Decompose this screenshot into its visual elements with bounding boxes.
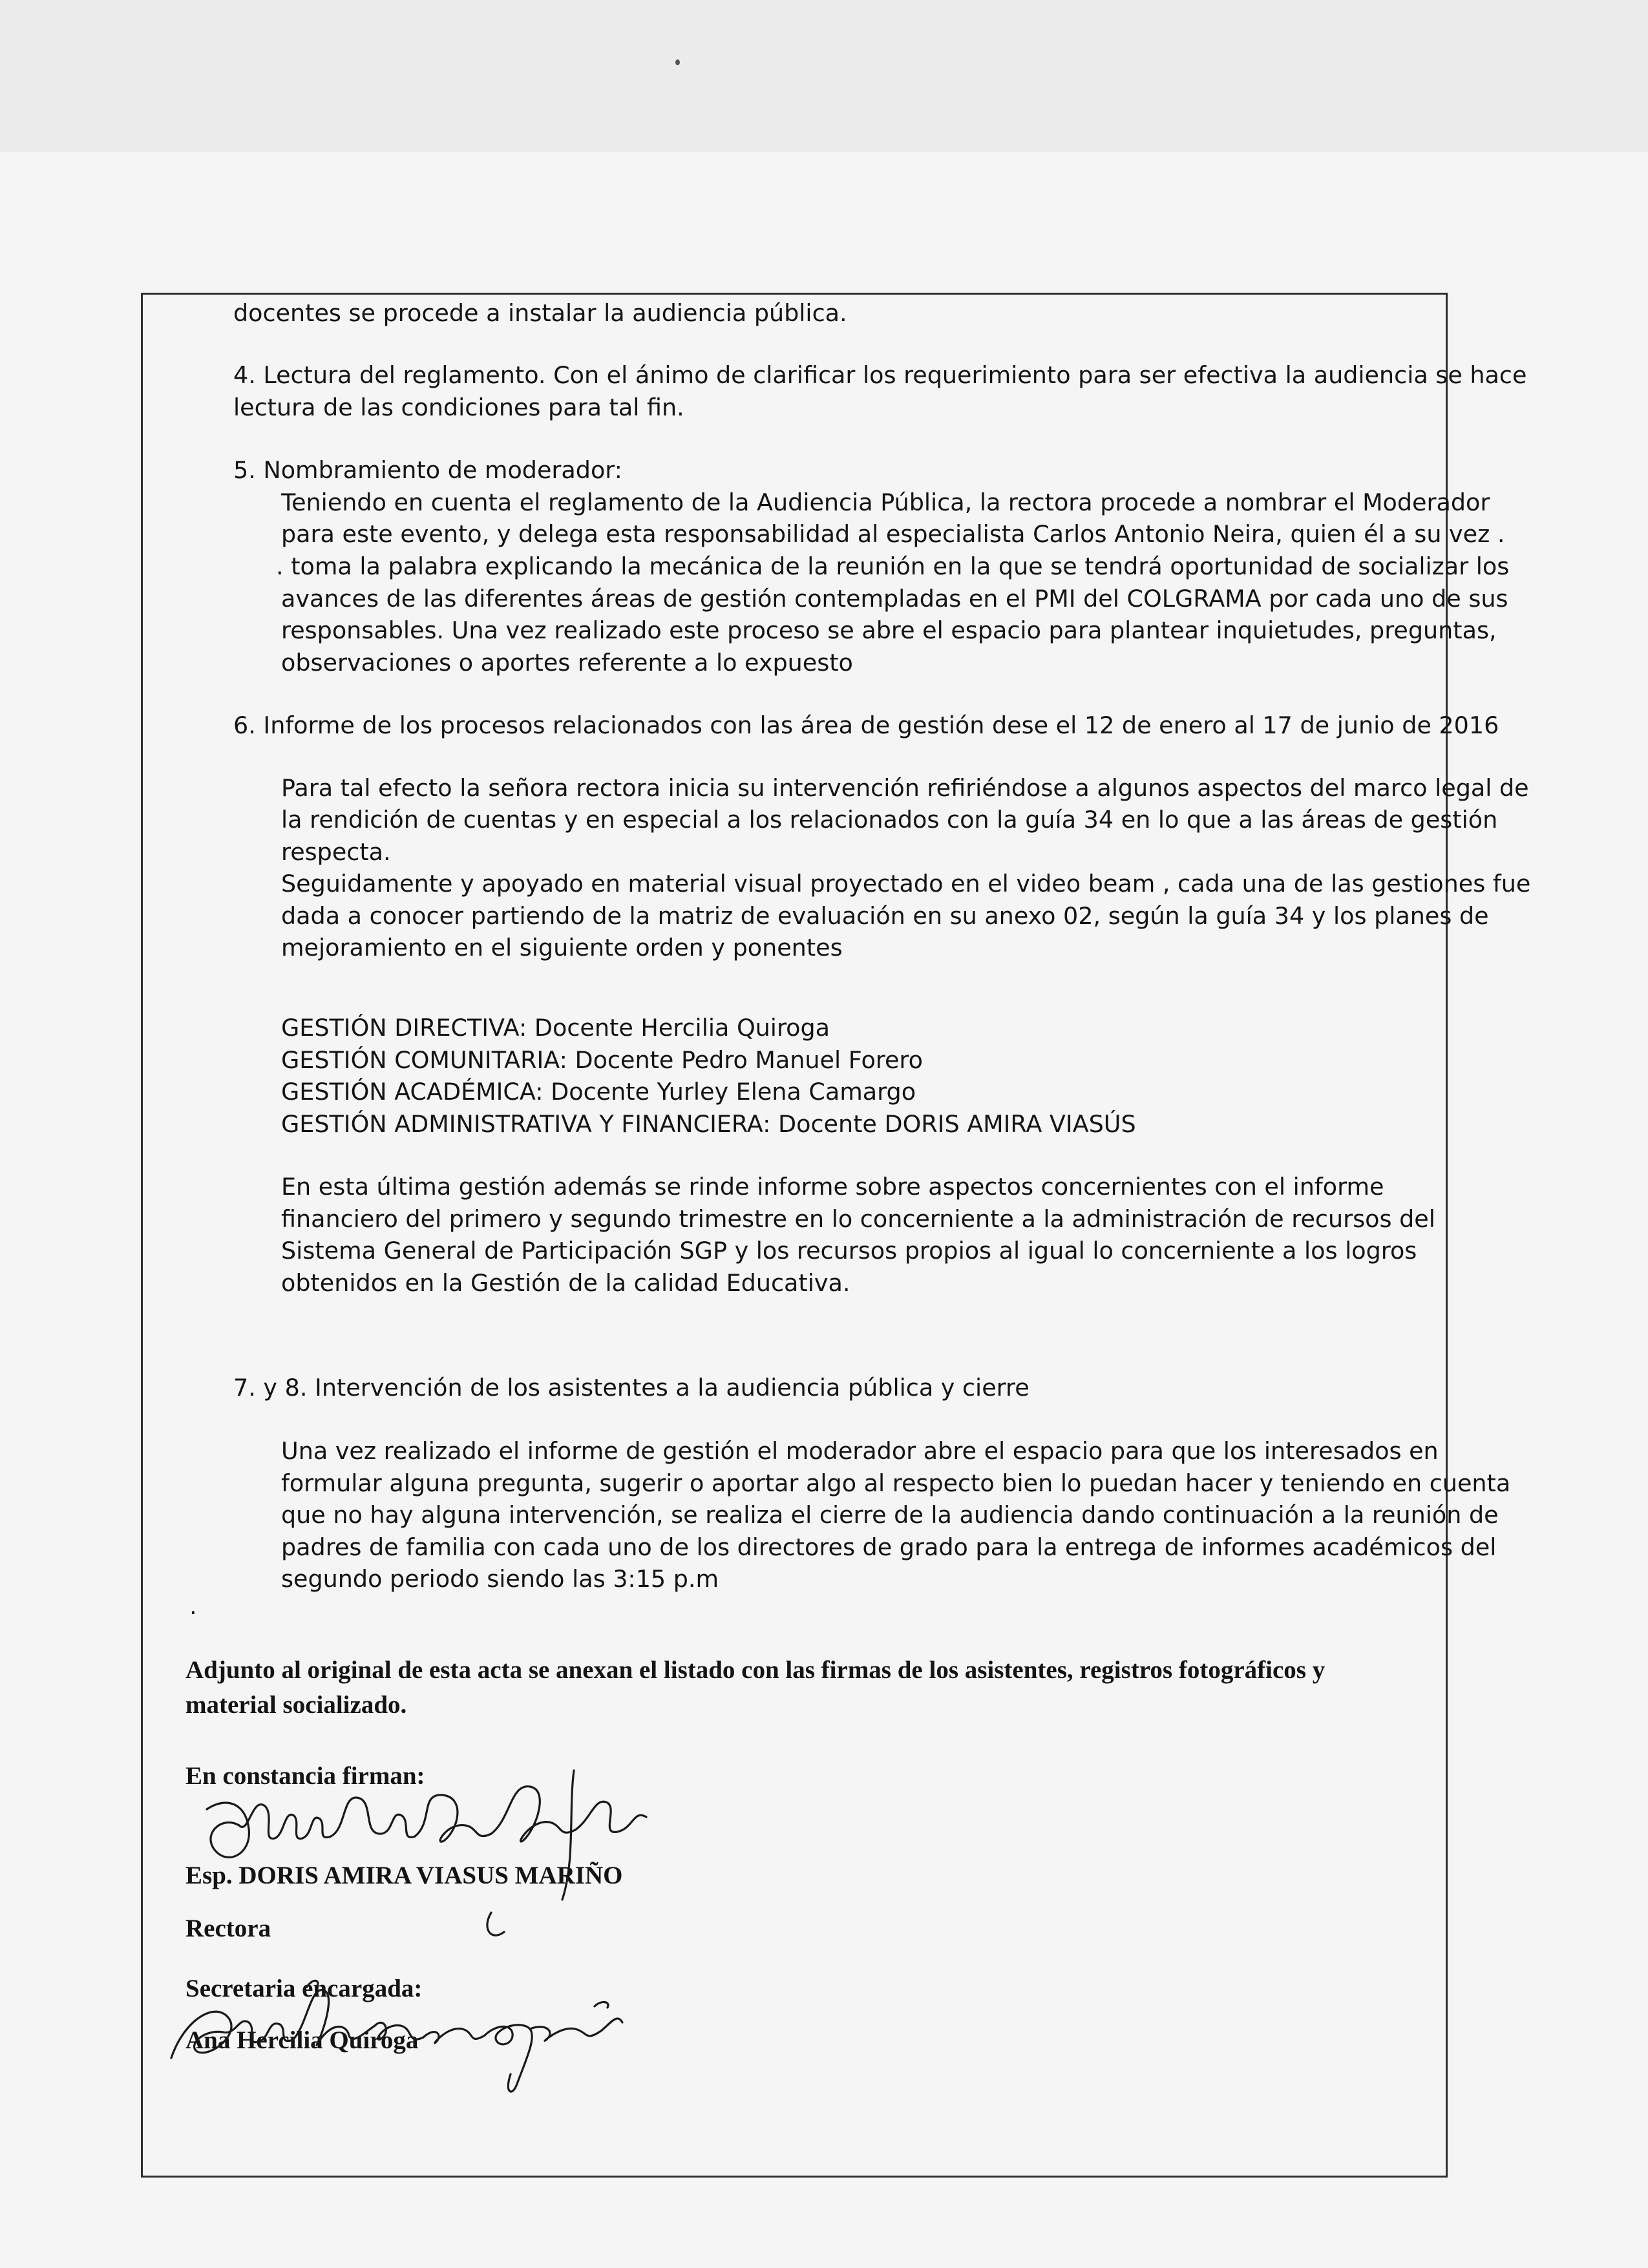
scan-speck: [675, 59, 680, 65]
item-5-line: responsables. Una vez realizado este proceso se abre el espacio para plantear inquietudes, preguntas,: [281, 616, 1497, 644]
item-5-line: observaciones o aportes referente a lo expuesto: [281, 649, 853, 677]
item-5-line: . toma la palabra explicando la mecánica de la reunión en la que se tendrá oportunidad de socializar los: [276, 552, 1510, 580]
gestion-directiva: GESTIÓN DIRECTIVA: Docente Hercilia Quiroga: [281, 1014, 830, 1042]
item-6-line: obtenidos en la Gestión de la calidad Educativa.: [281, 1269, 850, 1297]
gestion-comunitaria: GESTIÓN COMUNITARIA: Docente Pedro Manuel Forero: [281, 1046, 923, 1074]
gestion-administrativa: GESTIÓN ADMINISTRATIVA Y FINANCIERA: Docente DORIS AMIRA VIASÚS: [281, 1110, 1136, 1138]
item-6-line: Sistema General de Participación SGP y los recursos propios al igual lo concerniente a los logros: [281, 1237, 1417, 1265]
signature-rectora: [187, 1758, 679, 1951]
secretary-label: Secretaria encargada:: [185, 1975, 423, 2002]
item-4-line: 4. Lectura del reglamento. Con el ánimo de clarificar los requerimiento para ser efectiva la audiencia se hace: [233, 361, 1527, 389]
item-6-line: la rendición de cuentas y en especial a los relacionados con la guía 34 en lo que a las áreas de gestión: [281, 806, 1498, 834]
item-78-line: formular alguna pregunta, sugerir o aportar algo al respecto bien lo puedan hacer y teniendo en cuenta: [281, 1469, 1511, 1497]
item-6-line: respecta.: [281, 838, 391, 866]
continuation-line: docentes se procede a instalar la audiencia pública.: [233, 299, 847, 327]
item-78-heading: 7. y 8. Intervención de los asistentes a la audiencia pública y cierre: [233, 1374, 1030, 1402]
gestion-academica: GESTIÓN ACADÉMICA: Docente Yurley Elena Camargo: [281, 1078, 916, 1106]
item-78-line: segundo periodo siendo las 3:15 p.m: [281, 1565, 719, 1593]
adjunto-line: material socializado.: [185, 1691, 407, 1719]
item-6-line: Seguidamente y apoyado en material visual proyectado en el video beam , cada una de las gestiones fue: [281, 870, 1531, 898]
item-5-line: Teniendo en cuenta el reglamento de la Audiencia Pública, la rectora procede a nombrar el Moderador: [281, 488, 1490, 516]
scan-margin: [0, 0, 1648, 152]
item-4-line: lectura de las condiciones para tal fin.: [233, 394, 684, 421]
item-5-line: para este evento, y delega esta responsabilidad al especialista Carlos Antonio Neira, quien él a su vez .: [281, 520, 1505, 548]
signature-secretaria: [158, 1961, 637, 2100]
item-6-line: financiero del primero y segundo trimestre en lo concerniente a la administración de recursos del: [281, 1205, 1435, 1233]
adjunto-line: Adjunto al original de esta acta se anexan el listado con las firmas de los asistentes, registros fotográficos y: [185, 1656, 1326, 1684]
item-78-line: Una vez realizado el informe de gestión el moderador abre el espacio para que los interesados en: [281, 1437, 1439, 1465]
item-6-line: En esta última gestión además se rinde informe sobre aspectos concernientes con el informe: [281, 1173, 1384, 1201]
item-5-line: avances de las diferentes áreas de gestión contempladas en el PMI del COLGRAMA por cada uno de sus: [281, 585, 1508, 613]
signer-1-role: Rectora: [185, 1915, 271, 1942]
item-78-line: que no hay alguna intervención, se realiza el cierre de la audiencia dando continuación a la reunión de: [281, 1501, 1499, 1529]
item-5-heading: 5. Nombramiento de moderador:: [233, 456, 622, 484]
item-6-line: dada a conocer partiendo de la matriz de evaluación en su anexo 02, según la guía 34 y los planes de: [281, 902, 1489, 930]
item-6-heading: 6. Informe de los procesos relacionados con las área de gestión dese el 12 de enero al 17 de junio de 2016: [233, 711, 1499, 739]
item-78-line: padres de familia con cada uno de los directores de grado para la entrega de informes académicos del: [281, 1533, 1497, 1561]
item-6-line: mejoramiento en el siguiente orden y ponentes: [281, 934, 843, 961]
signer-2-name: Ana Hercilia Quiroga: [185, 2026, 419, 2054]
signer-1-name: Esp. DORIS AMIRA VIASUS MARIÑO: [185, 1862, 623, 1889]
stray-dot: .: [189, 1592, 197, 1620]
item-6-line: Para tal efecto la señora rectora inicia su intervención refiriéndose a algunos aspectos del marco legal de: [281, 774, 1529, 802]
constancia-label: En constancia firman:: [185, 1762, 425, 1790]
